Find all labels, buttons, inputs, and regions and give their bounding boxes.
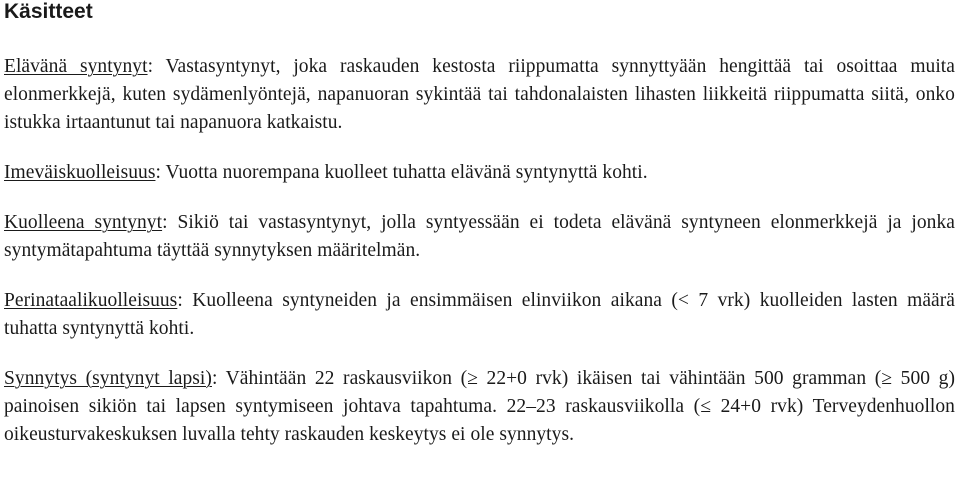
definition-kuolleena-syntynyt: [4, 209, 955, 265]
definition-text: Vuotta nuorempana kuolleet tuhatta elävänä syntynyttä kohti.: [165, 162, 648, 183]
definition-separator: :: [155, 162, 166, 183]
definition-term: Kuolleena syntynyt: [4, 212, 163, 233]
definition-separator: :: [177, 290, 193, 311]
definition-term: Synnytys (syntynyt lapsi): [4, 368, 212, 389]
definition-perinataalikuolleisuus: [4, 287, 955, 343]
definition-text: Sikiö tai vastasyntynyt, jolla syntyessään ei todeta elävänä syntyneen elonmerkkejä ja jonka syntymätapahtuma täyttää synnytyksen määritelmän.: [4, 212, 955, 261]
definition-imevaiskuolleisuus: [4, 159, 955, 187]
page-title: Käsitteet: [4, 0, 93, 23]
definition-term: Elävänä syntynyt: [4, 56, 148, 77]
definition-term: Perinataalikuolleisuus: [4, 290, 178, 311]
definition-separator: :: [211, 368, 226, 389]
definition-separator: :: [147, 56, 166, 77]
definition-text: Vähintään 22 raskausviikon (≥ 22+0 rvk) ikäisen tai vähintään 500 gramman (≥ 500 g) painoisen sikiön tai lapsen syntymiseen johtava tapahtuma. 22–23 raskausviikolla (≤ 24+0 rvk) Terveydenhuollon oikeusturvakeskuksen luvalla tehty raskauden keskeytys ei ole synnytys.: [4, 368, 955, 445]
definition-separator: :: [162, 212, 178, 233]
definition-text: Vastasyntynyt, joka raskauden kestosta riippumatta synnyttyään hengittää tai osoittaa muita elonmerkkejä, kuten sydämenlyöntejä, napanuoran sykintää tai tahdonalaisten lihasten liikkeitä riippumatta siitä, onko istukka irtaantunut tai napanuora katkaistu.: [4, 56, 955, 133]
definition-synnytys: [4, 365, 955, 449]
definition-text: Kuolleena syntyneiden ja ensimmäisen elinviikon aikana (< 7 vrk) kuolleiden lasten määrä tuhatta syntynyttä kohti.: [4, 290, 955, 339]
definition-term: Imeväiskuolleisuus: [4, 162, 156, 183]
document-page: [4, 0, 955, 449]
definition-elavana-syntynyt: [4, 53, 955, 137]
